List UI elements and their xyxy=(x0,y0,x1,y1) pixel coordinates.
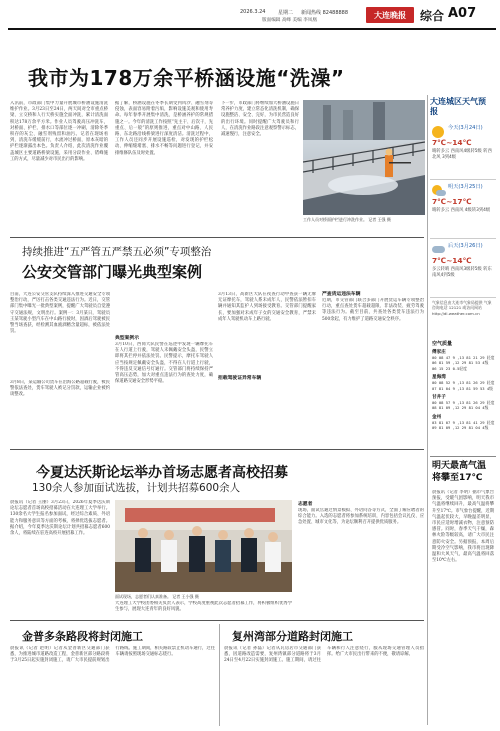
aq-row: 09 81 09 ,12 29 81 04 4级 xyxy=(432,425,489,431)
weather-promo-title: 明天最高气温将攀至17℃ xyxy=(432,461,487,483)
lead-headline: 我市为178万余平桥涵设施“洗澡” xyxy=(28,66,345,90)
section4-right-body: 晨报讯（记者 孙磊）记者从瓦房店市交通部门获悉，因道路改造需要，复州湾镇部分道路将于3月24日至4月22日实施封闭施工。施工期间，请过往车辆和行人注意绕行，服从现场交通管理人员指挥。给广大市民出行带来的不便，敬请谅解。 xyxy=(224,646,424,664)
aq-row: 00 08 52 9 ,13 81 26 29 轻度 xyxy=(432,380,495,386)
weather-day-3 xyxy=(430,240,496,298)
section3-col1: 晨报讯（记者 王丽）3月23日，2026年夏季达沃斯论坛志愿者首场高校招募活动在大连理工大学举行。130余名大学生报名参加面试，经过综合素质、外语能力和服务意识等方面的考核，将择优选拔志愿者。据介绍，今年夏季达沃斯论坛计划共招募志愿者600余人，将陆续在驻连高校开展招募工作。 xyxy=(10,500,110,537)
aq-station xyxy=(432,374,496,391)
section4-left-title: 金普多条路段将封闭施工 xyxy=(22,630,143,643)
weather-day-1 xyxy=(430,122,496,180)
masthead-staff: 版面编辑 高峰 美编 李凤凰 xyxy=(262,18,317,23)
masthead-rule xyxy=(8,28,496,30)
weather-desc: 晴转多云 西南风 4级转3到4级 xyxy=(432,208,491,213)
air-quality-title: 空气质量 xyxy=(432,341,453,347)
masthead xyxy=(0,0,500,40)
aq-row: 03 81 07 9 ,13 81 41 29 轻度 xyxy=(432,419,495,425)
paper-logo-text: 大连晚报 xyxy=(374,10,406,20)
masthead-date: 2026.3.24 xyxy=(240,9,266,15)
section4-right-title: 复州湾部分道路封闭施工 xyxy=(232,630,353,643)
section2-col3: 3月13日，高新区大队在夜查行动中查获一辆无牌无证摩托车，驾驶人系未成年人，民警依法暂扣车辆并通知其监护人到场接受教育。交管部门提醒家长，要加强对未成年子女的交通安全教育，严禁未成年人驾驶机动车上路行驶。 xyxy=(218,292,316,322)
weather-temp: 7℃~17℃ xyxy=(432,197,472,206)
lead-body-right: 下一步，市政部门将继续加大桥涵设施日常养护力度，建立常态化清洗机制，确保设施整洁、安全、完好，为市民营造良好的出行环境。同时提醒广大驾驶员和行人，在清洗作业路段注意观察警示标志，减速慢行，注意安全。 xyxy=(221,101,299,138)
aq-station-name: 傅家庄 xyxy=(432,350,446,355)
section4-rule xyxy=(10,620,424,621)
lead-body-mid: 据了解，桥涵设施在冬季长期受到风沙、融雪剂等侵蚀，表面容易附着污垢，影响设施美观和使用寿命。每年春季开展集中清洗，是桥涵养护的常规措施之一。今年的清洗工作按照“先主干、后次干，先重点、后一般”的原则推进，重点对中山路、人民路、东北路沿线桥梁进行深度清洁。清洗过程中，工作人员还同步开展设施巡检，对发现的护栏松动、伸缩缝堵塞、排水不畅等问题进行登记，并安排维修队伍及时处置。 xyxy=(115,101,213,156)
cloud-icon xyxy=(432,246,445,253)
sun-icon xyxy=(432,126,444,138)
aq-station-name: 星海湾 xyxy=(432,375,446,381)
section3-col2-title: 志愿者 xyxy=(298,502,313,507)
aq-row: 06 15 23 0.5轻度 xyxy=(432,365,468,371)
lead-photo xyxy=(303,100,425,215)
promo-rule xyxy=(430,456,496,457)
aq-station xyxy=(432,414,496,431)
weather-promo-body: 晨报讯（记者 李明）据市气象台预报，受暖气团影响，明天我市气温将继续回升，最高气温将攀升至17℃。市气象台提醒，近期气温起伏较大，早晚温差明显，市民应适时增减衣物，注意预防感冒。同时，春季天气干燥，森林火险等级较高，请广大市民注意防火安全。另据预报，本周后期受冷空气影响，我市将出现降温和大风天气，最高气温将回落至10℃左右。 xyxy=(432,490,494,564)
section2-col4: 近期，市交管部门联合多部门开展货运车辆专项整治行动，重点查处货车超载超限、非法改装、疲劳驾驶等违法行为。截至目前，共查处各类货车违法行为500余起，有力维护了道路交通安全秩序。 xyxy=(322,298,424,322)
section3-subheadline: 130余人参加面试选拔，计划共招募600余人 xyxy=(32,482,241,494)
section3-col2: 现场，面试官通过情景模拟、外语问答等方式，全面了解应聘者的综合能力。入选的志愿者将参加系统培训，内容包括会议礼仪、应急处置、城市文化等，为论坛顺利召开提供优质服务。 xyxy=(298,508,424,526)
section4-divider xyxy=(219,624,220,726)
aq-row: 07 81 04 9 ,13 81 59 53 4级 xyxy=(432,385,493,391)
masthead-weekday: 星期二 xyxy=(278,10,294,16)
masthead-hotline: 新闻热线 82488888 xyxy=(301,10,349,16)
section2-col2-title: 典型案例示 xyxy=(115,336,139,341)
section2-col3-title: 拒载驾驶证异常车辆 xyxy=(218,376,262,381)
weather-desc: 晴转多云 西南风4级转5级 转西北风 3到4级 xyxy=(432,149,492,160)
section3-rule xyxy=(10,449,424,450)
section2-headline-small: 持续推进“五严管五严禁五必须”专项整治 xyxy=(22,246,212,258)
section2-col4-title: 严查货运违法车辆 xyxy=(322,292,361,297)
bridge-washing-photo xyxy=(303,100,425,215)
weather-temp: 7℃~14℃ xyxy=(432,138,472,147)
weather-source: 气象信息由大连市气象局提供 气象咨询电话 12121 或访问网站 http://dl.weather.com.cn xyxy=(432,300,492,316)
lead-photo-caption: 工作人员对桥面护栏进行冲洗作业。 记者 王强 摄 xyxy=(303,217,391,222)
section3-photo xyxy=(115,500,292,592)
section3-col3: 大连理工大学校团委相关负责人表示，学校高度重视此次志愿者招募工作，将积极组织优秀学生参与，展现大连青年的良好风貌。 xyxy=(115,601,292,613)
aq-station-name: 甘井子 xyxy=(432,395,446,401)
section3-photo-caption: 面试现场，志愿者们认真准备。 记者 王小强 摄 xyxy=(115,594,199,599)
sun-cloud-icon xyxy=(432,185,446,197)
paper-logo xyxy=(366,7,414,23)
weather-day-2 xyxy=(430,181,496,239)
aq-station xyxy=(432,394,496,411)
weather-temp: 7℃~14℃ xyxy=(432,256,472,265)
section4-left-body: 晨报讯（记者 赵明）记者从金普新区交通部门获悉，为推进城市道路改造工程，金普新区部分路段将于3月25日起实施封闭施工，请广大市民提前规划出行路线。施工期间，相关路段禁止机动车通行，过往车辆请按照现场交通标志绕行。 xyxy=(10,646,215,664)
aq-row: 00 08 47 9 ,13 81 21 29 轻度 xyxy=(432,355,495,360)
section2-rule xyxy=(10,237,424,238)
right-column-divider xyxy=(427,95,428,725)
weather-date: 后天(3月26日) xyxy=(448,243,483,249)
aq-row: 00 08 57 9 ,13 81 26 29 轻度 xyxy=(432,400,495,406)
section2-col2-intro xyxy=(115,292,213,332)
section2-col1b: 3月8日，某运输公司货车在沿海公路超载行驶，被民警依法查处，货车驾驶人被记分罚款，运输企业被约谈整改。 xyxy=(10,380,110,398)
section3-headline: 今夏达沃斯论坛举办首场志愿者高校招募 xyxy=(36,465,288,481)
weather-date: 今天(3月24日) xyxy=(448,125,483,131)
aq-row: 08 81 09 ,12 29 81 04 4级 xyxy=(432,405,489,411)
aq-row: 06 81 59 ,12 29 81 53 4级 xyxy=(432,360,489,366)
aq-station xyxy=(432,349,496,371)
page-number: A07 xyxy=(448,6,477,21)
lead-body-left: 入汛前，市政部门集中力量开展城市桥涵设施清洗维护作业。3月23日至24日，两天间对全市重点桥梁、立交桥和人行天桥实施全面冲洗，累计清洗面积达178万余平方米。作业人员驾驶高压冲洗车，对桥面、护栏、排水口等部位逐一冲刷，清除冬季积存的灰尘、融雪剂残留和油污。记者在现场看到，清洗车缓缓前行，水流冲过桥面，原本灰暗的护栏逐渐露出本色。负责人介绍，此次清洗作业覆盖城区主要道路桥梁设施，采用分段作业、错峰施工的方式，尽量减少对市民出行的影响。 xyxy=(10,101,108,162)
section2-col2: 3月10日，西岗大队民警在巡逻中发现一辆摩托车在人行道上行驶，驾驶人未佩戴安全头盔，民警立即将其拦停并依法处罚。民警提示，摩托车驾驶人应当按规定佩戴安全头盔，不得在人行道上行驶，不得违反交通信号灯通行。交管部门将持续保持严管高压态势，加大对重点违法行为的查处力度，确保道路交通安全形势平稳。 xyxy=(115,342,213,385)
aq-station-name: 金州 xyxy=(432,414,442,420)
weather-date: 明天(3月25日) xyxy=(448,184,483,190)
section2-col1: 目前，大连公安交管支队持续深入推进交通安全专项整治行动，严厉打击各类交通违法行为。近日，交管部门集中曝光一批典型案例，提醒广大驾驶员自觉遵守交通法规，文明出行。案例一：3月某日，驾驶员王某驾驶小型汽车在中山路行驶时，因酒后驾驶被民警当场查获，经检测其血液酒精含量超标，被依法处罚。 xyxy=(10,292,110,335)
section-name: 综合 xyxy=(420,9,445,23)
section2-headline-big: 公安交管部门曝光典型案例 xyxy=(22,263,203,281)
volunteer-interview-photo xyxy=(115,500,292,592)
weather-title: 大连城区天气预报 xyxy=(430,97,486,116)
weather-desc: 多云转晴 西南风3级转5级 转东南风4到5级 xyxy=(432,267,492,278)
